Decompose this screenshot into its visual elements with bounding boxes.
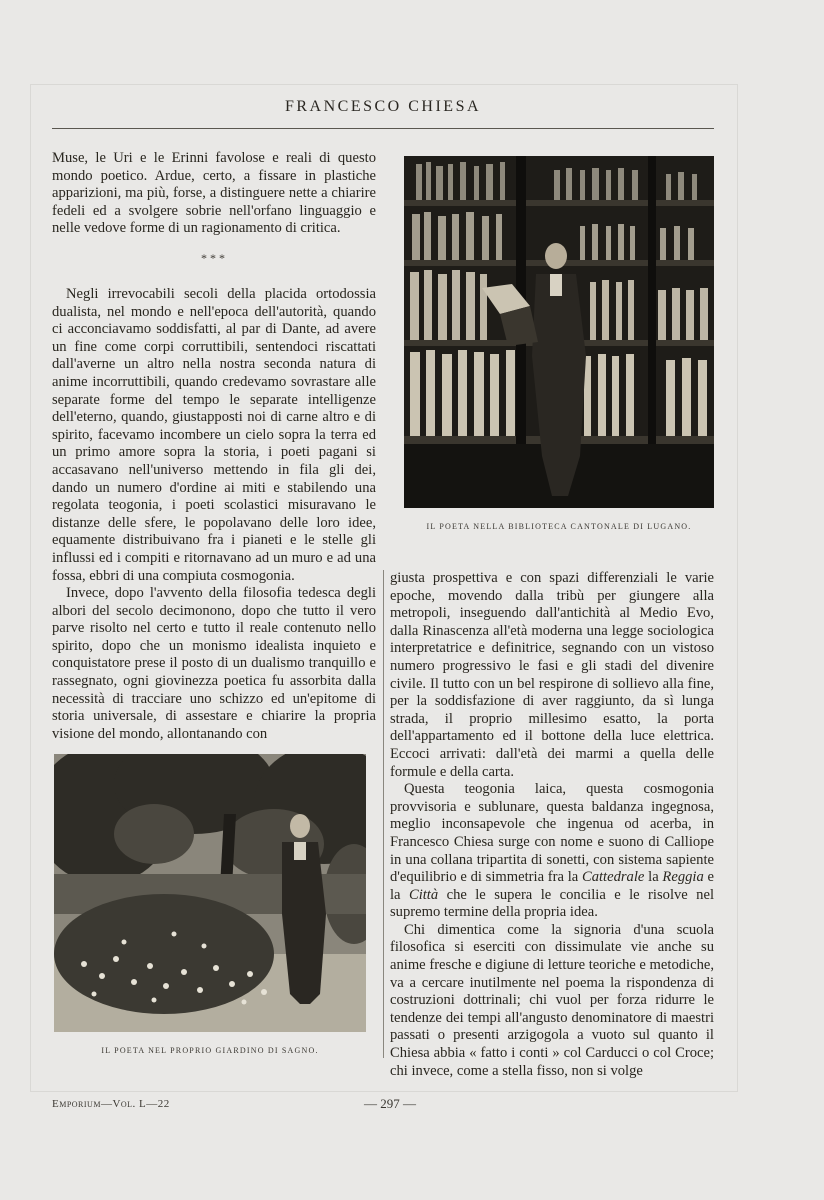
italic-title: Cattedrale [581, 869, 645, 886]
intro-text-block [52, 150, 376, 238]
figure-caption-library: IL POETA NELLA BIBLIOTECA CANTONALE DI LUGANO. [426, 522, 692, 531]
column-divider [383, 570, 384, 1058]
body-paragraph: giusta prospettiva e con spazi differenziali le varie epoche, movendo dalla tribù per giungere alla metropoli, inseguendo dall'antichità al Medio Evo, dalla Rinascenza all'età moderna una legge sociologica interpretatrice e definitrice, segnando con un vistoso numero progressivo le fasi e gli stadi del divenire civile. Il tutto con un bel respirone di sollievo alla fine, per la soddisfazione di aver raggiunto, da sì lunga strada, il proprio millesimo esatto, la porta dell'appartamento ed il bottone della luce elettrica. Eccoci arrivati: dall'età dei marmi a quella delle formule e della carta. [390, 570, 714, 780]
intro-paragraph: Muse, le Uri e le Erinni favolose e reali di questo mondo poetico. Ardue, certo, a fissare in plastiche apparizioni, ma più, forse, a distinguere nette a chiarire fedeli ed a svolgere sobrie nell'orfano linguaggio e nelle vedove forme di un ragionamento di critica. [52, 150, 376, 237]
body-paragraph: Invece, dopo l'avvento della filosofia tedesca degli albori del secolo decimonono, dopo che tutto il vero parve risolto nel certo e tutto il reale contenuto nello spirito, dopo che un monismo idealista inquieto e conquistatore prese il posto di un dualismo tranquillo e rassegnato, ogni giovinezza poetica fu assorbita dalla necessità di tracciare uno schizzo ed un'epitome di storia universale, di assestare e chiarire la propria visione del mondo, allontanando con [52, 585, 376, 742]
text-run: e la [390, 869, 714, 903]
left-column-body [52, 286, 376, 743]
section-break-asterism: * * * [201, 251, 225, 265]
italic-title: Città [408, 886, 439, 903]
text-run: la [648, 869, 659, 886]
footer-journal-ref: Emporium—Vol. L—22 [52, 1098, 170, 1110]
text-run: che le supera le concilia e le risolve nel supremo termine della propria idea. [390, 886, 715, 921]
text-run: Questa teogonia laica, questa cosmogonia provvisoria e sublunare, questa baldanza ingegnosa, meglio inconsapevole che ingenua od acerba, in Francesco Chiesa surge con nome e suono di Calliope in una collana tripartita di sonetti, con sistema sapiente d'equilibrio e di simmetria fra la [390, 781, 714, 886]
body-paragraph [390, 781, 714, 922]
italic-title: Reggia [662, 869, 704, 886]
right-column-body [390, 570, 714, 1080]
photo-library [404, 156, 714, 508]
photo-icon [54, 754, 366, 1032]
page-number: — 297 — [364, 1096, 416, 1111]
body-paragraph: Negli irrevocabili secoli della placida ortodossia dualista, nel mondo e nell'epoca dell'autorità, quando ci acconciavamo soddisfatti, al par di Dante, ad avere un fine come corpi corruttibili, sentendoci riscattati dall'averne un altro nella nostra seconda natura di anime incorruttibili, quando credevamo sovrastare alle separate forme del tempo le separate intelligenze dell'eterno, quando, giustapposti noi di carne altro e di spirito, facevamo incombere un cielo sopra la terra ed un primo amore sopra la storia, i poeti pagani si accasavano nell'universo mettendo in fila gli dei, dando un numero d'ordine ai miti e stabilendo una regolata teogonia, i poeti scolastici misuravano le distanze delle sfere, le popolavano delle loro idee, equamente distribuivano fra i pianeti e le stelle gli influssi ed i compiti e ritornavano ad un muro e ad una fossa, ebbri di una compiuta cosmogonia. [52, 286, 376, 584]
photo-icon [404, 156, 714, 508]
header-rule [52, 128, 714, 129]
figure-caption-garden: IL POETA NEL PROPRIO GIARDINO DI SAGNO. [101, 1046, 319, 1055]
body-paragraph: Chi dimentica come la signoria d'una scuola filosofica si eserciti con dissimulate vie anche su anime fresche e digiune di letture teoriche e metodiche, va a cercare inutilmente nel poema la rispondenza di costruzioni dottrinali; chi vuol per forza ridurre le tendenze dei tempi all'angusto denominatore di maestri passati o presenti arzigogola a vuoto sul quanto il Chiesa abbia « fatto i conti » col Carducci o col Croce; chi invece, come a stella fisso, non si volge [390, 921, 714, 1079]
running-head: FRANCESCO CHIESA [284, 98, 482, 115]
photo-garden [54, 754, 366, 1032]
